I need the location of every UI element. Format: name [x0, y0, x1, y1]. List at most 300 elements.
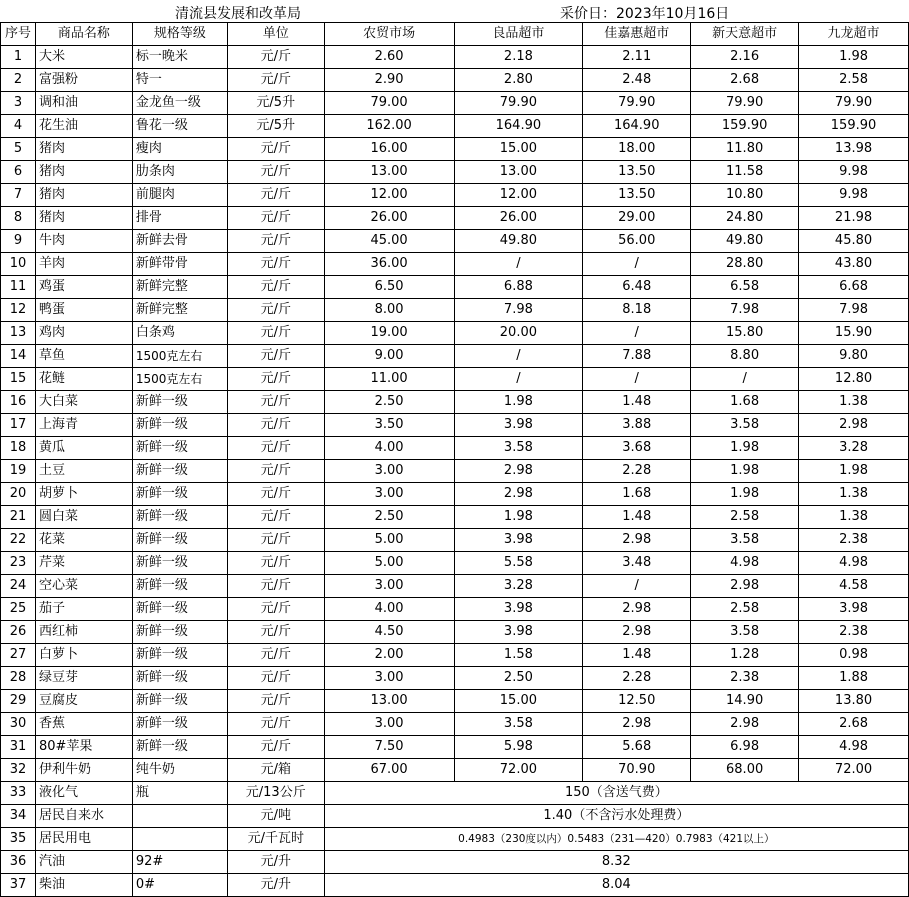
price-cell: 6.98 — [691, 736, 799, 759]
table-row — [1, 598, 909, 621]
price-cell: 0.98 — [799, 644, 909, 667]
row-number: 21 — [1, 506, 36, 529]
row-number: 16 — [1, 391, 36, 414]
item-spec: 金龙鱼一级 — [132, 92, 227, 115]
price-cell: 2.50 — [324, 506, 454, 529]
col-header: 佳嘉惠超市 — [583, 23, 691, 46]
item-unit: 元/5升 — [227, 92, 324, 115]
row-number: 7 — [1, 184, 36, 207]
price-cell: 4.58 — [799, 575, 909, 598]
price-cell: 4.00 — [324, 437, 454, 460]
price-cell: 1.38 — [799, 483, 909, 506]
item-unit: 元/斤 — [227, 483, 324, 506]
table-row — [1, 483, 909, 506]
item-name: 鸭蛋 — [35, 299, 132, 322]
price-cell: 1.38 — [799, 506, 909, 529]
price-cell: 1.48 — [583, 644, 691, 667]
table-header-row — [1, 23, 909, 46]
price-cell: 2.98 — [583, 598, 691, 621]
table-row — [1, 667, 909, 690]
item-name: 大米 — [35, 46, 132, 69]
price-cell: 6.68 — [799, 276, 909, 299]
price-cell: 8.00 — [324, 299, 454, 322]
item-unit: 元/斤 — [227, 506, 324, 529]
price-cell: 9.98 — [799, 184, 909, 207]
table-row — [1, 46, 909, 69]
row-number: 32 — [1, 759, 36, 782]
item-unit: 元/升 — [227, 851, 324, 874]
price-cell: 159.90 — [799, 115, 909, 138]
survey-date: 采价日：2023年10月16日 — [560, 6, 730, 22]
item-spec: 新鲜一级 — [132, 621, 227, 644]
item-unit: 元/斤 — [227, 690, 324, 713]
table-row — [1, 644, 909, 667]
price-cell: / — [583, 368, 691, 391]
price-cell: 4.00 — [324, 598, 454, 621]
item-unit: 元/斤 — [227, 322, 324, 345]
item-name: 80#苹果 — [35, 736, 132, 759]
price-cell: 4.98 — [799, 552, 909, 575]
item-spec: 新鲜一级 — [132, 736, 227, 759]
price-cell: 43.80 — [799, 253, 909, 276]
item-name: 胡萝卜 — [35, 483, 132, 506]
price-cell: 1.68 — [583, 483, 691, 506]
price-cell: 15.90 — [799, 322, 909, 345]
item-name: 汽油 — [35, 851, 132, 874]
price-cell: 7.98 — [799, 299, 909, 322]
item-name: 花生油 — [35, 115, 132, 138]
price-cell: 1.98 — [454, 506, 583, 529]
item-spec: 新鲜一级 — [132, 667, 227, 690]
price-cell: / — [454, 253, 583, 276]
row-number: 29 — [1, 690, 36, 713]
price-cell: 2.28 — [583, 667, 691, 690]
row-number: 13 — [1, 322, 36, 345]
price-cell: 1.58 — [454, 644, 583, 667]
price-cell: 5.58 — [454, 552, 583, 575]
price-cell: 3.98 — [454, 621, 583, 644]
item-name: 土豆 — [35, 460, 132, 483]
price-cell: 4.98 — [691, 552, 799, 575]
price-cell: 5.00 — [324, 529, 454, 552]
table-row — [1, 713, 909, 736]
price-cell: 2.18 — [454, 46, 583, 69]
item-unit: 元/斤 — [227, 46, 324, 69]
col-header: 商品名称 — [35, 23, 132, 46]
price-cell: 2.60 — [324, 46, 454, 69]
price-cell: / — [583, 575, 691, 598]
merged-price-cell: 8.04 — [324, 874, 908, 897]
table-row — [1, 552, 909, 575]
price-cell: 12.00 — [324, 184, 454, 207]
item-name: 花鲢 — [35, 368, 132, 391]
item-unit: 元/斤 — [227, 598, 324, 621]
item-name: 空心菜 — [35, 575, 132, 598]
item-unit: 元/吨 — [227, 805, 324, 828]
price-cell: 5.98 — [454, 736, 583, 759]
table-row — [1, 207, 909, 230]
price-cell: 13.00 — [324, 161, 454, 184]
price-cell: 1.98 — [691, 460, 799, 483]
item-spec: 肋条肉 — [132, 161, 227, 184]
table-row — [1, 276, 909, 299]
price-cell: 12.50 — [583, 690, 691, 713]
price-cell: 1.98 — [454, 391, 583, 414]
price-cell: 7.98 — [691, 299, 799, 322]
item-name: 鸡蛋 — [35, 276, 132, 299]
row-number: 20 — [1, 483, 36, 506]
price-cell: 12.80 — [799, 368, 909, 391]
item-unit: 元/5升 — [227, 115, 324, 138]
price-cell: 1.98 — [799, 460, 909, 483]
table-row — [1, 92, 909, 115]
price-cell: 164.90 — [583, 115, 691, 138]
row-number: 4 — [1, 115, 36, 138]
price-cell: / — [691, 368, 799, 391]
item-spec: 1500克左右 — [132, 345, 227, 368]
row-number: 19 — [1, 460, 36, 483]
price-cell: 2.98 — [583, 621, 691, 644]
price-cell: 12.00 — [454, 184, 583, 207]
table-row — [1, 828, 909, 851]
item-name: 香蕉 — [35, 713, 132, 736]
price-cell: 49.80 — [691, 230, 799, 253]
price-cell: 79.90 — [799, 92, 909, 115]
item-spec: 瓶 — [132, 782, 227, 805]
item-name: 调和油 — [35, 92, 132, 115]
col-header: 良品超市 — [454, 23, 583, 46]
price-cell: 7.88 — [583, 345, 691, 368]
table-row — [1, 575, 909, 598]
table-row — [1, 69, 909, 92]
col-header: 序号 — [1, 23, 36, 46]
item-name: 西红柿 — [35, 621, 132, 644]
item-spec: 新鲜一级 — [132, 598, 227, 621]
price-cell: 2.00 — [324, 644, 454, 667]
row-number: 6 — [1, 161, 36, 184]
table-row — [1, 851, 909, 874]
item-name: 白萝卜 — [35, 644, 132, 667]
item-spec: 1500克左右 — [132, 368, 227, 391]
price-cell: 3.98 — [799, 598, 909, 621]
table-row — [1, 874, 909, 897]
price-cell: 2.98 — [691, 713, 799, 736]
price-cell: 15.80 — [691, 322, 799, 345]
item-unit: 元/斤 — [227, 230, 324, 253]
price-cell: 13.50 — [583, 161, 691, 184]
price-cell: 1.48 — [583, 506, 691, 529]
price-cell: 159.90 — [691, 115, 799, 138]
row-number: 10 — [1, 253, 36, 276]
item-unit: 元/13公斤 — [227, 782, 324, 805]
row-number: 33 — [1, 782, 36, 805]
item-unit: 元/斤 — [227, 184, 324, 207]
price-cell: 1.98 — [799, 46, 909, 69]
price-cell: 6.48 — [583, 276, 691, 299]
table-row — [1, 736, 909, 759]
col-header: 单位 — [227, 23, 324, 46]
price-cell: 1.38 — [799, 391, 909, 414]
item-spec: 新鲜一级 — [132, 460, 227, 483]
price-cell: / — [454, 368, 583, 391]
item-name: 液化气 — [35, 782, 132, 805]
price-cell: 164.90 — [454, 115, 583, 138]
item-unit: 元/斤 — [227, 437, 324, 460]
price-table-body — [1, 23, 909, 897]
price-cell: / — [454, 345, 583, 368]
row-number: 28 — [1, 667, 36, 690]
item-unit: 元/千瓦时 — [227, 828, 324, 851]
item-spec — [132, 828, 227, 851]
price-cell: 3.58 — [691, 529, 799, 552]
price-cell: 2.58 — [691, 506, 799, 529]
item-name: 绿豆芽 — [35, 667, 132, 690]
price-cell: 2.58 — [799, 69, 909, 92]
price-cell: 2.98 — [799, 414, 909, 437]
item-spec: 新鲜一级 — [132, 437, 227, 460]
price-cell: 2.90 — [324, 69, 454, 92]
table-row — [1, 161, 909, 184]
price-cell: 13.00 — [324, 690, 454, 713]
price-cell: 1.88 — [799, 667, 909, 690]
item-spec: 新鲜一级 — [132, 552, 227, 575]
col-header: 农贸市场 — [324, 23, 454, 46]
row-number: 5 — [1, 138, 36, 161]
item-spec: 新鲜一级 — [132, 713, 227, 736]
item-name: 茄子 — [35, 598, 132, 621]
row-number: 12 — [1, 299, 36, 322]
merged-price-cell: 0.4983（230度以内）0.5483（231—420）0.7983（421以上） — [324, 828, 908, 851]
row-number: 14 — [1, 345, 36, 368]
item-spec: 新鲜去骨 — [132, 230, 227, 253]
price-cell: 56.00 — [583, 230, 691, 253]
price-cell: / — [583, 253, 691, 276]
item-name: 居民用电 — [35, 828, 132, 851]
price-cell: 2.98 — [691, 575, 799, 598]
price-cell: 28.80 — [691, 253, 799, 276]
price-cell: 3.00 — [324, 575, 454, 598]
price-cell: 1.48 — [583, 391, 691, 414]
row-number: 35 — [1, 828, 36, 851]
price-cell: 7.98 — [454, 299, 583, 322]
item-unit: 元/斤 — [227, 667, 324, 690]
price-cell: 5.68 — [583, 736, 691, 759]
item-spec: 92# — [132, 851, 227, 874]
row-number: 26 — [1, 621, 36, 644]
item-unit: 元/斤 — [227, 345, 324, 368]
price-cell: 49.80 — [454, 230, 583, 253]
item-unit: 元/斤 — [227, 736, 324, 759]
price-cell: 79.90 — [691, 92, 799, 115]
item-unit: 元/斤 — [227, 391, 324, 414]
price-cell: 162.00 — [324, 115, 454, 138]
item-unit: 元/斤 — [227, 138, 324, 161]
price-cell: 16.00 — [324, 138, 454, 161]
price-cell: 3.28 — [799, 437, 909, 460]
item-name: 草鱼 — [35, 345, 132, 368]
merged-price-cell: 8.32 — [324, 851, 908, 874]
price-cell: 3.50 — [324, 414, 454, 437]
price-cell: 3.98 — [454, 529, 583, 552]
item-name: 猪肉 — [35, 138, 132, 161]
table-row — [1, 299, 909, 322]
item-name: 鸡肉 — [35, 322, 132, 345]
item-spec: 白条鸡 — [132, 322, 227, 345]
price-cell: 2.98 — [583, 713, 691, 736]
price-cell: 70.90 — [583, 759, 691, 782]
price-cell: 14.90 — [691, 690, 799, 713]
price-cell: 79.90 — [454, 92, 583, 115]
price-cell: 15.00 — [454, 138, 583, 161]
price-cell: 20.00 — [454, 322, 583, 345]
table-row — [1, 621, 909, 644]
item-unit: 元/斤 — [227, 575, 324, 598]
price-cell: 2.16 — [691, 46, 799, 69]
price-cell: 1.68 — [691, 391, 799, 414]
price-cell: 13.80 — [799, 690, 909, 713]
item-name: 牛肉 — [35, 230, 132, 253]
price-cell: 29.00 — [583, 207, 691, 230]
row-number: 23 — [1, 552, 36, 575]
price-cell: 3.58 — [691, 414, 799, 437]
item-spec: 新鲜一级 — [132, 644, 227, 667]
price-cell: 11.80 — [691, 138, 799, 161]
item-spec: 新鲜一级 — [132, 391, 227, 414]
col-header: 九龙超市 — [799, 23, 909, 46]
price-cell: 3.00 — [324, 713, 454, 736]
row-number: 18 — [1, 437, 36, 460]
price-cell: 68.00 — [691, 759, 799, 782]
item-spec: 新鲜一级 — [132, 690, 227, 713]
price-cell: 2.98 — [454, 460, 583, 483]
price-cell: 24.80 — [691, 207, 799, 230]
item-name: 猪肉 — [35, 184, 132, 207]
price-cell: 21.98 — [799, 207, 909, 230]
row-number: 37 — [1, 874, 36, 897]
price-cell: / — [583, 322, 691, 345]
price-cell: 3.28 — [454, 575, 583, 598]
row-number: 34 — [1, 805, 36, 828]
price-cell: 3.58 — [454, 713, 583, 736]
table-row — [1, 391, 909, 414]
price-cell: 10.80 — [691, 184, 799, 207]
price-cell: 4.98 — [799, 736, 909, 759]
item-unit: 元/箱 — [227, 759, 324, 782]
item-unit: 元/斤 — [227, 621, 324, 644]
row-number: 1 — [1, 46, 36, 69]
col-header: 规格等级 — [132, 23, 227, 46]
price-cell: 6.58 — [691, 276, 799, 299]
price-cell: 1.98 — [691, 437, 799, 460]
item-name: 大白菜 — [35, 391, 132, 414]
price-cell: 18.00 — [583, 138, 691, 161]
row-number: 24 — [1, 575, 36, 598]
price-cell: 11.58 — [691, 161, 799, 184]
price-cell: 8.18 — [583, 299, 691, 322]
sheet-header — [0, 0, 909, 22]
row-number: 11 — [1, 276, 36, 299]
price-cell: 3.00 — [324, 460, 454, 483]
item-unit: 元/斤 — [227, 552, 324, 575]
price-cell: 26.00 — [454, 207, 583, 230]
price-cell: 13.00 — [454, 161, 583, 184]
item-name: 花菜 — [35, 529, 132, 552]
item-unit: 元/斤 — [227, 529, 324, 552]
price-cell: 13.50 — [583, 184, 691, 207]
price-cell: 6.50 — [324, 276, 454, 299]
row-number: 22 — [1, 529, 36, 552]
item-name: 伊利牛奶 — [35, 759, 132, 782]
table-row — [1, 115, 909, 138]
row-number: 27 — [1, 644, 36, 667]
item-name: 居民自来水 — [35, 805, 132, 828]
table-row — [1, 690, 909, 713]
item-name: 圆白菜 — [35, 506, 132, 529]
item-unit: 元/斤 — [227, 69, 324, 92]
item-spec: 新鲜一级 — [132, 575, 227, 598]
price-cell: 1.28 — [691, 644, 799, 667]
item-name: 猪肉 — [35, 207, 132, 230]
table-row — [1, 184, 909, 207]
item-unit: 元/斤 — [227, 161, 324, 184]
org-title: 清流县发展和改革局 — [175, 6, 301, 22]
price-cell: 45.00 — [324, 230, 454, 253]
price-cell: 3.98 — [454, 598, 583, 621]
price-cell: 9.00 — [324, 345, 454, 368]
price-cell: 3.98 — [454, 414, 583, 437]
price-cell: 6.88 — [454, 276, 583, 299]
table-row — [1, 368, 909, 391]
table-row — [1, 437, 909, 460]
item-name: 羊肉 — [35, 253, 132, 276]
price-cell: 3.58 — [454, 437, 583, 460]
price-cell: 2.98 — [454, 483, 583, 506]
price-cell: 9.80 — [799, 345, 909, 368]
item-unit: 元/斤 — [227, 644, 324, 667]
item-spec: 特一 — [132, 69, 227, 92]
item-spec: 新鲜一级 — [132, 529, 227, 552]
item-spec: 鲁花一级 — [132, 115, 227, 138]
item-spec: 新鲜完整 — [132, 299, 227, 322]
row-number: 15 — [1, 368, 36, 391]
price-cell: 2.11 — [583, 46, 691, 69]
price-cell: 2.48 — [583, 69, 691, 92]
item-unit: 元/斤 — [227, 299, 324, 322]
item-spec — [132, 805, 227, 828]
price-cell: 67.00 — [324, 759, 454, 782]
item-name: 黄瓜 — [35, 437, 132, 460]
item-unit: 元/斤 — [227, 713, 324, 736]
price-cell: 2.28 — [583, 460, 691, 483]
price-cell: 15.00 — [454, 690, 583, 713]
price-cell: 3.00 — [324, 483, 454, 506]
price-cell: 3.88 — [583, 414, 691, 437]
price-cell: 11.00 — [324, 368, 454, 391]
price-cell: 5.00 — [324, 552, 454, 575]
item-name: 芹菜 — [35, 552, 132, 575]
table-row — [1, 759, 909, 782]
price-cell: 72.00 — [454, 759, 583, 782]
price-cell: 19.00 — [324, 322, 454, 345]
price-cell: 72.00 — [799, 759, 909, 782]
price-cell: 3.58 — [691, 621, 799, 644]
price-cell: 13.98 — [799, 138, 909, 161]
col-header: 新天意超市 — [691, 23, 799, 46]
price-table — [0, 22, 909, 897]
price-cell: 36.00 — [324, 253, 454, 276]
item-spec: 前腿肉 — [132, 184, 227, 207]
price-cell: 2.50 — [324, 391, 454, 414]
